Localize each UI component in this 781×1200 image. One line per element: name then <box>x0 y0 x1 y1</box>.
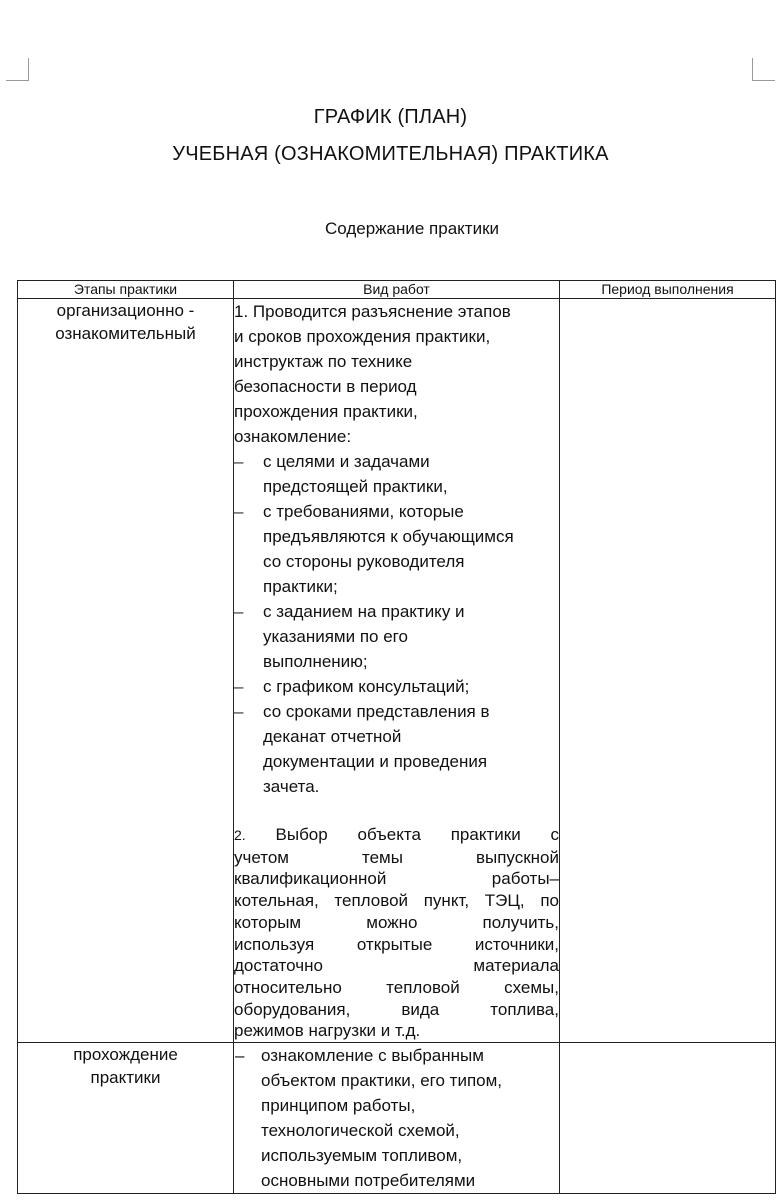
item2-text-line: которым можно получить, <box>234 912 559 932</box>
item2-text-line: оборудования, вида топлива, <box>234 999 559 1019</box>
bullet-text-line: с требованиями, которые <box>263 502 464 521</box>
item2-text-line: котельная, тепловой пункт, ТЭЦ, по <box>234 891 559 911</box>
bullet-text-line: технологической схемой, <box>261 1121 460 1141</box>
work-text-line: ознакомление: <box>234 427 352 446</box>
bullet-text-line: с заданием на практику и <box>263 602 465 621</box>
bullet-text-line: основными потребителями <box>261 1171 476 1191</box>
bullet-text-line: со сроками представления в <box>263 702 490 721</box>
bullet-text-line: используемым топливом, <box>261 1146 463 1166</box>
work-text-line: и сроков прохождения практики, <box>234 327 491 346</box>
item2-number: 2. <box>234 827 246 843</box>
bullet-text-line: ознакомление с выбранным <box>261 1046 484 1066</box>
document-title: ГРАФИК (ПЛАН) <box>313 106 468 128</box>
practice-schedule-table <box>17 280 776 1194</box>
bullet-item <box>234 599 559 674</box>
stage-text-line: практики <box>90 1068 161 1088</box>
bullet-text-line: объектом практики, его типом, <box>261 1071 503 1091</box>
document-subtitle-practice: УЧЕБНАЯ (ОЗНАКОМИТЕЛЬНАЯ) ПРАКТИКА <box>172 143 609 165</box>
work-text-line: безопасности в период <box>234 377 417 396</box>
column-header-work-type: Вид работ <box>234 281 560 299</box>
bullet-text-line: документации и проведения <box>263 752 488 771</box>
item2-text-line <box>234 824 559 847</box>
page-corner-mark-right <box>752 58 775 81</box>
bullet-item <box>234 1043 559 1193</box>
item2-text-line: квалификационной работы– <box>234 869 559 889</box>
bullet-text-line: принципом работы, <box>261 1096 416 1116</box>
stage-text-line: ознакомительный <box>55 324 196 343</box>
bullet-text-line: деканат отчетной <box>263 727 402 746</box>
bullet-dash-icon: – <box>235 1046 245 1066</box>
stage-text-line: прохождение <box>73 1045 178 1065</box>
item2-text-line: режимов нагрузки и т.д. <box>234 1021 421 1041</box>
bullet-dash-icon: – <box>234 677 244 696</box>
period-cell <box>560 299 776 1043</box>
bullet-text-line: предъявляются к обучающимся <box>263 527 514 546</box>
bullet-text-line: практики; <box>263 577 338 596</box>
stage-cell <box>18 299 234 1043</box>
table-header-row <box>18 281 776 299</box>
column-header-period: Период выполнения <box>560 281 776 299</box>
stage-cell <box>18 1043 234 1194</box>
work-cell <box>234 299 560 1043</box>
work-text-line: 1. Проводится разъяснение этапов <box>234 302 511 321</box>
page-corner-mark-left <box>6 58 29 81</box>
bullet-item <box>234 699 559 799</box>
bullet-text-line: с графиком консультаций; <box>263 677 470 696</box>
period-cell <box>560 1043 776 1194</box>
item2-text-line: относительно тепловой схемы, <box>234 977 559 997</box>
section-heading: Содержание практики <box>324 219 500 238</box>
table-row <box>18 299 776 1043</box>
item2-text-line-content: Выбор объекта практики с <box>275 825 560 844</box>
bullet-text-line: со стороны руководителя <box>263 552 465 571</box>
bullet-text-line: указаниями по его <box>263 627 408 646</box>
bullet-text-line: с целями и задачами <box>263 452 430 471</box>
bullet-item <box>234 674 559 699</box>
bullet-item <box>234 449 559 499</box>
bullet-item <box>234 499 559 599</box>
paragraph-spacer <box>234 799 559 824</box>
bullet-dash-icon: – <box>234 702 244 721</box>
table-row <box>18 1043 776 1194</box>
work-text-line: инструктаж по технике <box>234 352 413 371</box>
bullet-dash-icon: – <box>234 452 244 471</box>
bullet-text-line: выполнению; <box>263 652 368 671</box>
bullet-text-line: зачета. <box>263 777 320 796</box>
bullet-dash-icon: – <box>234 602 244 621</box>
work-text-line: прохождения практики, <box>234 402 418 421</box>
work-cell <box>234 1043 560 1194</box>
bullet-text-line: предстоящей практики, <box>263 477 448 496</box>
item2-text-line: используя открытые источники, <box>234 934 559 954</box>
item2-text-line: достаточно материала <box>234 956 559 976</box>
item2-text-line: учетом темы выпускной <box>234 847 559 867</box>
stage-text-line: организационно - <box>56 301 195 320</box>
column-header-stages: Этапы практики <box>18 281 234 299</box>
bullet-dash-icon: – <box>234 502 244 521</box>
